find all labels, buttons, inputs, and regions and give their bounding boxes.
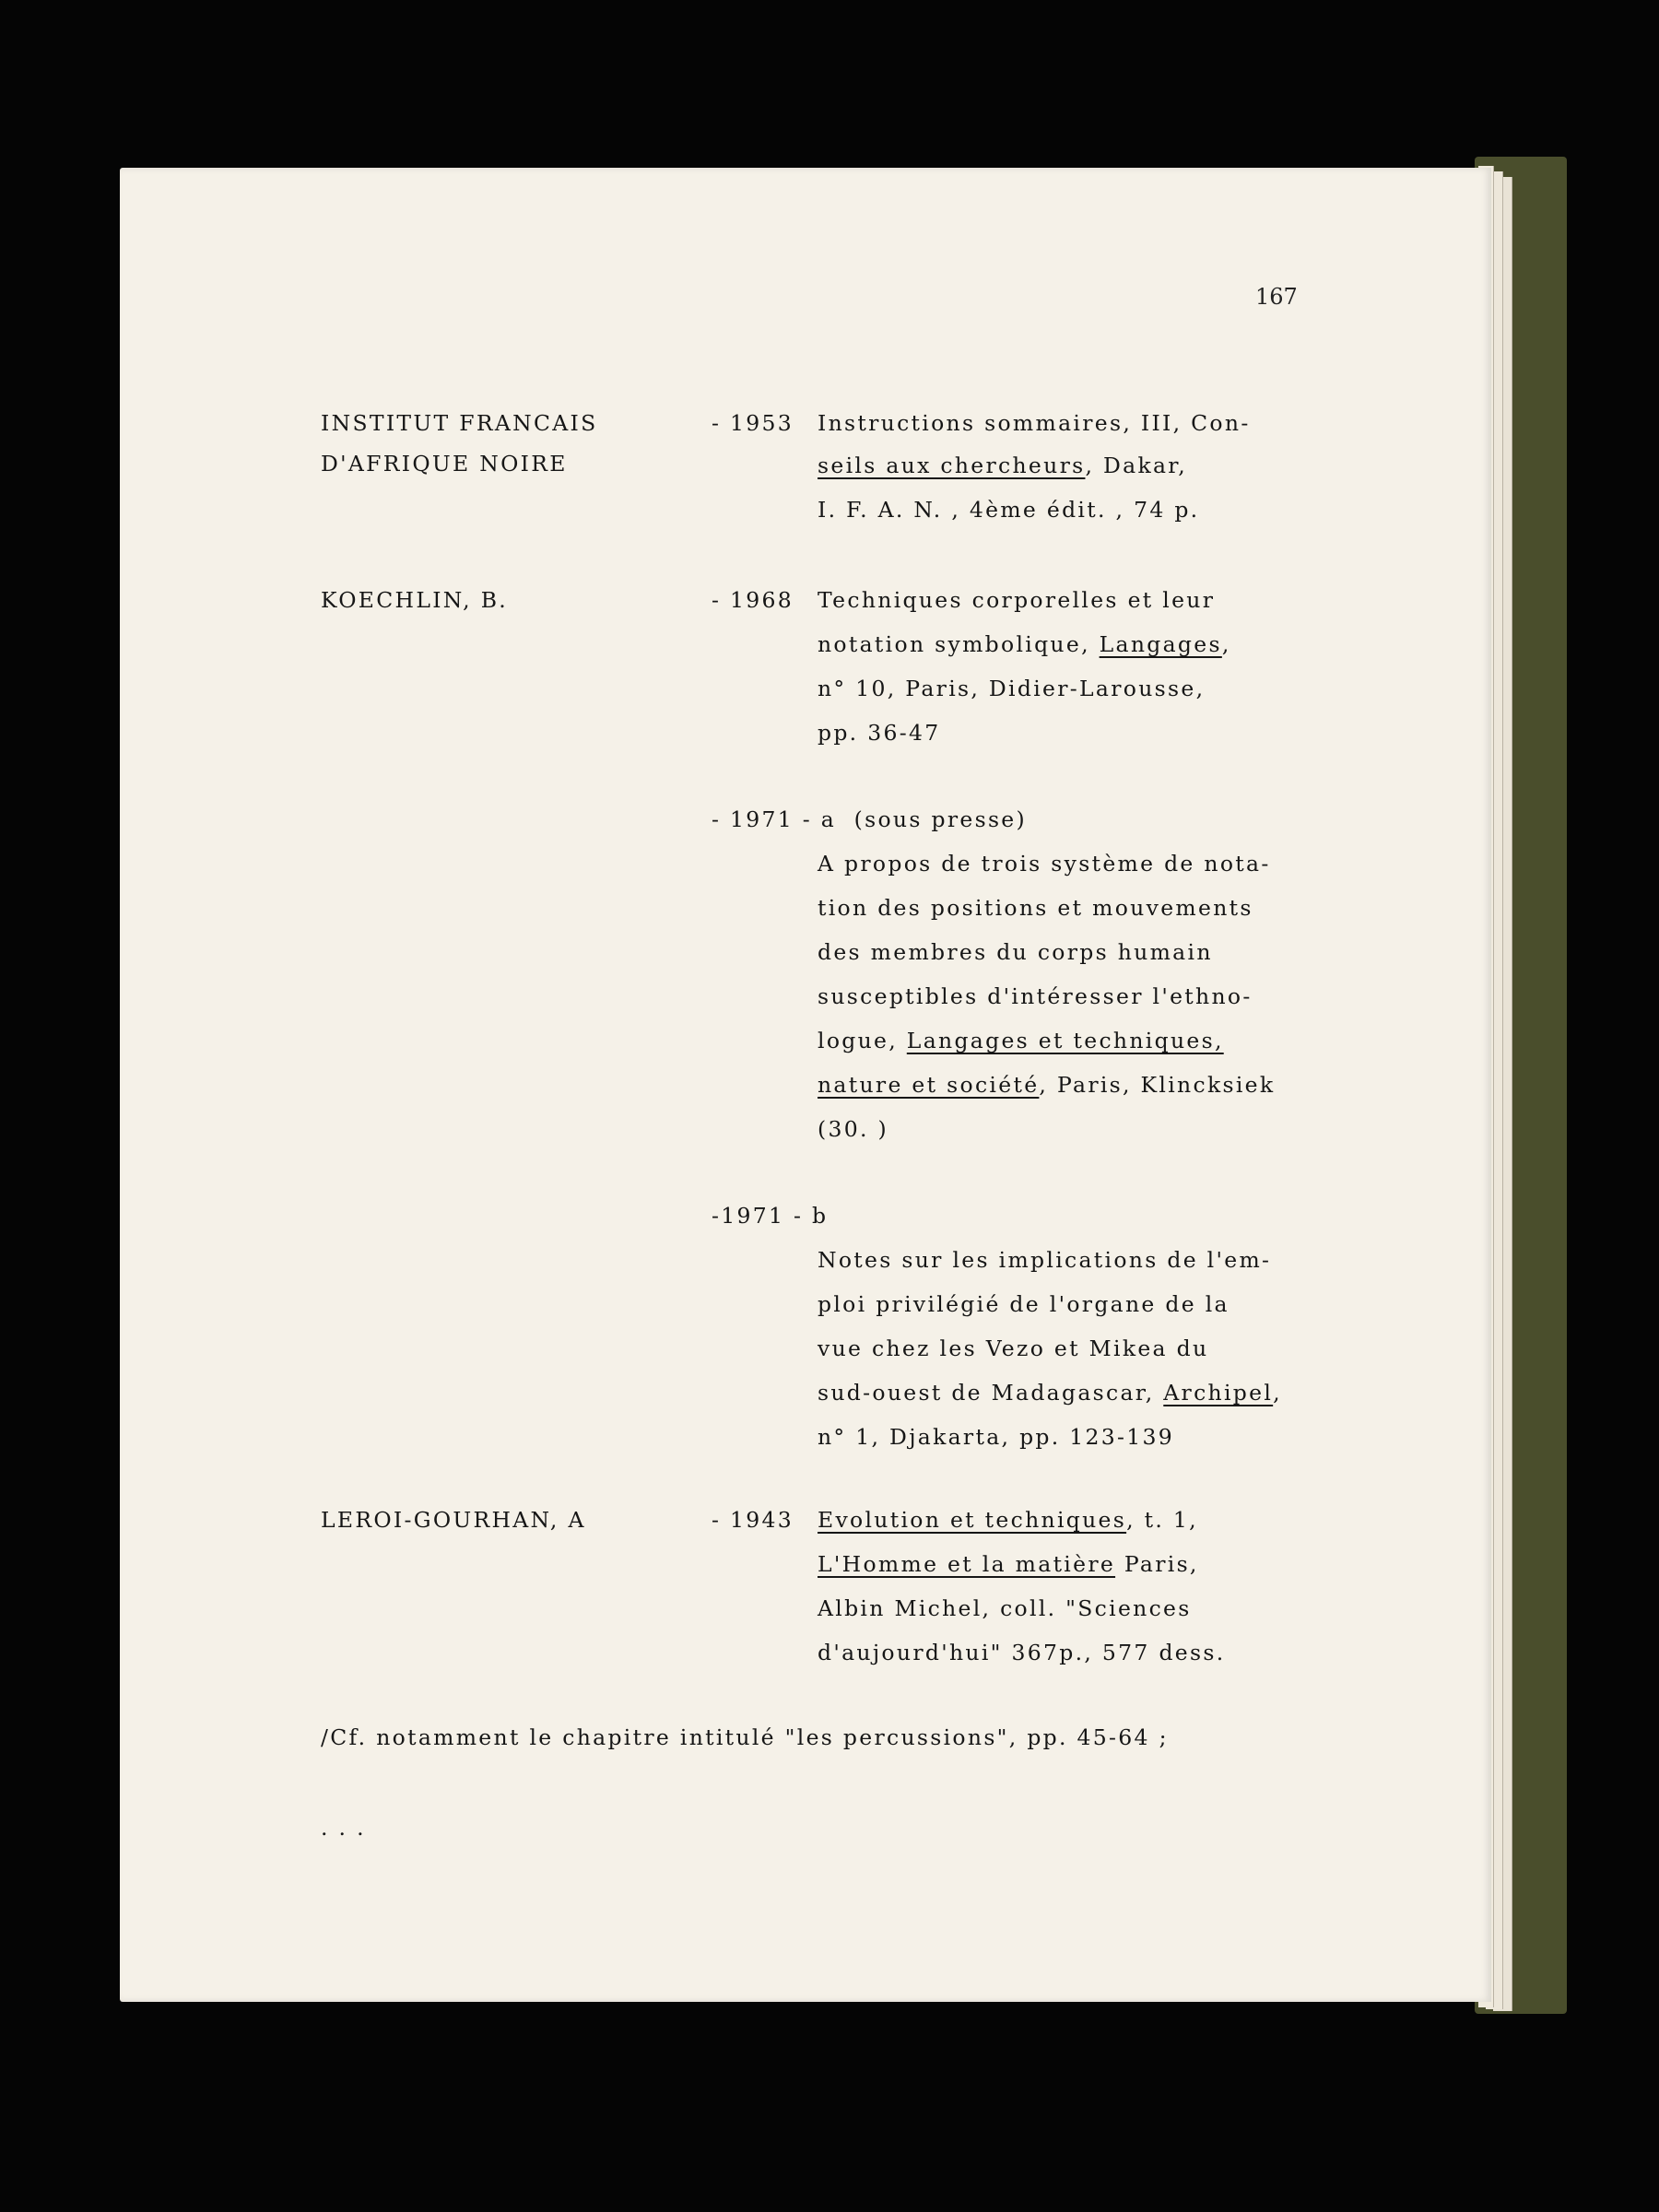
bib-line: Albin Michel, coll. "Sciences: [818, 1595, 1192, 1621]
bib-line: susceptibles d'intéresser l'ethno-: [818, 983, 1253, 1009]
bib-date: - 1953: [712, 410, 794, 436]
bib-title-underlined: Archipel: [1163, 1380, 1274, 1406]
bib-line: sud-ouest de Madagascar, Archipel,: [818, 1380, 1282, 1406]
bib-line: I. F. A. N. , 4ème édit. , 74 p.: [818, 497, 1200, 523]
bib-line: seils aux chercheurs, Dakar,: [818, 453, 1188, 478]
bib-title-underlined: seils aux chercheurs: [818, 453, 1086, 478]
bib-line: Instructions sommaires, III, Con-: [818, 410, 1251, 436]
bib-date: - 1968: [712, 587, 794, 613]
bib-line: A propos de trois système de nota-: [818, 851, 1271, 877]
bib-date: - 1943: [712, 1507, 794, 1533]
bib-line: vue chez les Vezo et Mikea du: [818, 1335, 1209, 1361]
bib-date: -1971 - b: [712, 1203, 829, 1229]
bib-date-note: (sous presse): [853, 806, 1027, 832]
bib-author: LEROI-GOURHAN, A: [321, 1507, 586, 1533]
bib-title-underlined: Langages: [1099, 631, 1222, 657]
bib-line: Evolution et techniques, t. 1,: [818, 1507, 1198, 1533]
bib-line: n° 1, Djakarta, pp. 123-139: [818, 1424, 1175, 1450]
footnote: /Cf. notamment le chapitre intitulé "les percussions", pp. 45-64 ;: [321, 1724, 1169, 1750]
bib-line: d'aujourd'hui" 367p., 577 dess.: [818, 1640, 1226, 1665]
bib-author: D'AFRIQUE NOIRE: [321, 451, 568, 477]
page-number: 167: [1255, 284, 1298, 310]
bib-line: ploi privilégié de l'organe de la: [818, 1291, 1230, 1317]
bib-line: notation symbolique, Langages,: [818, 631, 1231, 657]
bib-title-underlined: Langages et techniques,: [906, 1028, 1224, 1053]
bib-line: Notes sur les implications de l'em-: [818, 1247, 1272, 1273]
bib-line: (30. ): [818, 1116, 888, 1142]
bib-line: n° 10, Paris, Didier-Larousse,: [818, 676, 1206, 701]
bib-author: INSTITUT FRANCAIS: [321, 410, 598, 436]
bib-line: Techniques corporelles et leur: [818, 587, 1216, 613]
bib-title-underlined: nature et société: [818, 1072, 1040, 1098]
bib-date: - 1971 - a (sous presse): [712, 806, 1027, 832]
bib-author: KOECHLIN, B.: [321, 587, 509, 613]
bib-line: logue, Langages et techniques,: [818, 1028, 1224, 1053]
bib-line: pp. 36-47: [818, 720, 941, 746]
bib-line: des membres du corps humain: [818, 939, 1213, 965]
bib-title-underlined: L'Homme et la matière: [818, 1551, 1116, 1577]
bib-line: nature et société, Paris, Klincksiek: [818, 1072, 1276, 1098]
bib-line: tion des positions et mouvements: [818, 895, 1253, 921]
ellipsis: . . .: [321, 1815, 366, 1841]
bib-title-underlined: Evolution et techniques: [818, 1507, 1127, 1533]
bib-line: L'Homme et la matière Paris,: [818, 1551, 1199, 1577]
